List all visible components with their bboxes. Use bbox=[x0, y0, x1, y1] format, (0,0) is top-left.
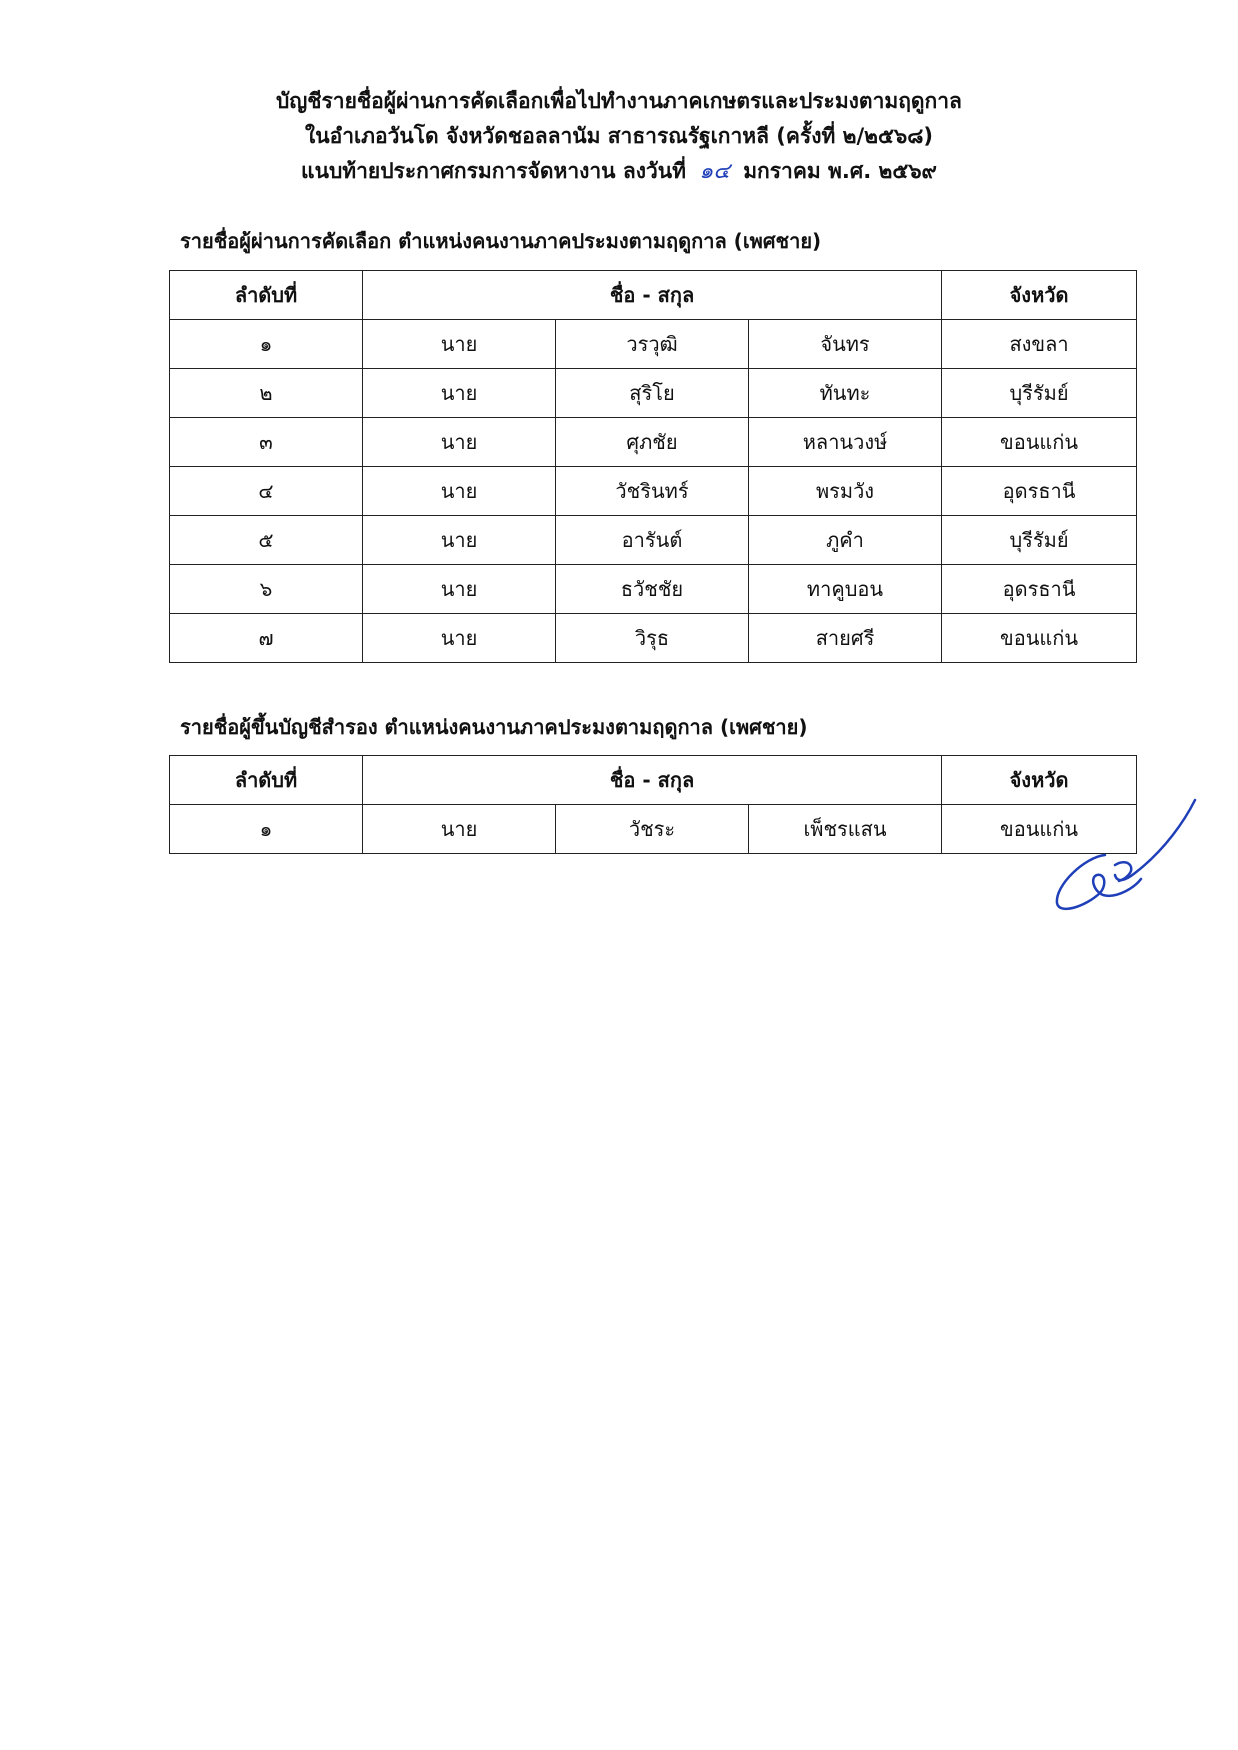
passed-candidates-table bbox=[169, 270, 1137, 663]
column-header-province: จังหวัด bbox=[942, 271, 1137, 320]
row-title: นาย bbox=[363, 565, 556, 614]
handwritten-signature-icon bbox=[1045, 795, 1205, 925]
row-last-name: สายศรี bbox=[749, 614, 942, 663]
row-province: อุดรธานี bbox=[942, 565, 1137, 614]
row-first-name: ธวัชชัย bbox=[556, 565, 749, 614]
header-line-1: บัญชีรายชื่อผู้ผ่านการคัดเลือกเพื่อไปทำงานภาคเกษตรและประมงตามฤดูกาล bbox=[276, 89, 962, 113]
row-province: บุรีรัมย์ bbox=[942, 516, 1137, 565]
row-province: สงขลา bbox=[942, 320, 1137, 369]
row-no: ๔ bbox=[170, 467, 363, 516]
row-no: ๖ bbox=[170, 565, 363, 614]
row-title: นาย bbox=[363, 369, 556, 418]
table-row bbox=[170, 320, 1137, 369]
row-province: บุรีรัมย์ bbox=[942, 369, 1137, 418]
row-last-name: พรมวัง bbox=[749, 467, 942, 516]
header-line-2: ในอำเภอวันโด จังหวัดชอลลานัม สาธารณรัฐเกาหลี (ครั้งที่ ๒/๒๕๖๘) bbox=[304, 124, 934, 148]
column-header-name: ชื่อ - สกุล bbox=[363, 756, 942, 805]
table-header-row bbox=[170, 271, 1137, 320]
row-title: นาย bbox=[363, 516, 556, 565]
table-row bbox=[170, 805, 1137, 854]
header-date-suffix: มกราคม พ.ศ. ๒๕๖๙ bbox=[743, 159, 937, 183]
handwritten-day: ๑๔ bbox=[699, 159, 730, 184]
row-no: ๑ bbox=[170, 805, 363, 854]
table-row bbox=[170, 565, 1137, 614]
row-first-name: วัชระ bbox=[556, 805, 749, 854]
row-no: ๓ bbox=[170, 418, 363, 467]
row-first-name: ศุภชัย bbox=[556, 418, 749, 467]
row-first-name: อารันต์ bbox=[556, 516, 749, 565]
row-first-name: วัชรินทร์ bbox=[556, 467, 749, 516]
reserve-section-title: รายชื่อผู้ขึ้นบัญชีสำรอง ตำแหน่งคนงานภาคประมงตามฤดูกาล (เพศชาย) bbox=[180, 715, 808, 739]
column-header-no: ลำดับที่ bbox=[170, 271, 363, 320]
row-province: อุดรธานี bbox=[942, 467, 1137, 516]
row-title: นาย bbox=[363, 805, 556, 854]
table-header-row bbox=[170, 756, 1137, 805]
row-last-name: จันทร bbox=[749, 320, 942, 369]
column-header-province: จังหวัด bbox=[942, 756, 1137, 805]
row-no: ๕ bbox=[170, 516, 363, 565]
header-line-3 bbox=[0, 154, 1238, 189]
document-header bbox=[0, 84, 1238, 189]
column-header-no: ลำดับที่ bbox=[170, 756, 363, 805]
row-first-name: วิรุธ bbox=[556, 614, 749, 663]
row-last-name: ภูคำ bbox=[749, 516, 942, 565]
row-title: นาย bbox=[363, 418, 556, 467]
row-no: ๒ bbox=[170, 369, 363, 418]
row-first-name: วรวุฒิ bbox=[556, 320, 749, 369]
reserve-candidates-table bbox=[169, 755, 1137, 854]
row-no: ๗ bbox=[170, 614, 363, 663]
row-title: นาย bbox=[363, 320, 556, 369]
table-row bbox=[170, 369, 1137, 418]
row-title: นาย bbox=[363, 614, 556, 663]
row-first-name: สุริโย bbox=[556, 369, 749, 418]
table-row bbox=[170, 516, 1137, 565]
table-row bbox=[170, 418, 1137, 467]
table-row bbox=[170, 614, 1137, 663]
row-last-name: ทาคูบอน bbox=[749, 565, 942, 614]
row-province: ขอนแก่น bbox=[942, 614, 1137, 663]
column-header-name: ชื่อ - สกุล bbox=[363, 271, 942, 320]
row-no: ๑ bbox=[170, 320, 363, 369]
row-title: นาย bbox=[363, 467, 556, 516]
passed-section-title: รายชื่อผู้ผ่านการคัดเลือก ตำแหน่งคนงานภาคประมงตามฤดูกาล (เพศชาย) bbox=[180, 229, 822, 253]
row-province: ขอนแก่น bbox=[942, 418, 1137, 467]
row-last-name: เพ็ชรแสน bbox=[749, 805, 942, 854]
header-date-prefix: แนบท้ายประกาศกรมการจัดหางาน ลงวันที่ bbox=[301, 159, 686, 183]
row-last-name: ทันทะ bbox=[749, 369, 942, 418]
row-province: ขอนแก่น bbox=[942, 805, 1137, 854]
table-row bbox=[170, 467, 1137, 516]
row-last-name: หลานวงษ์ bbox=[749, 418, 942, 467]
